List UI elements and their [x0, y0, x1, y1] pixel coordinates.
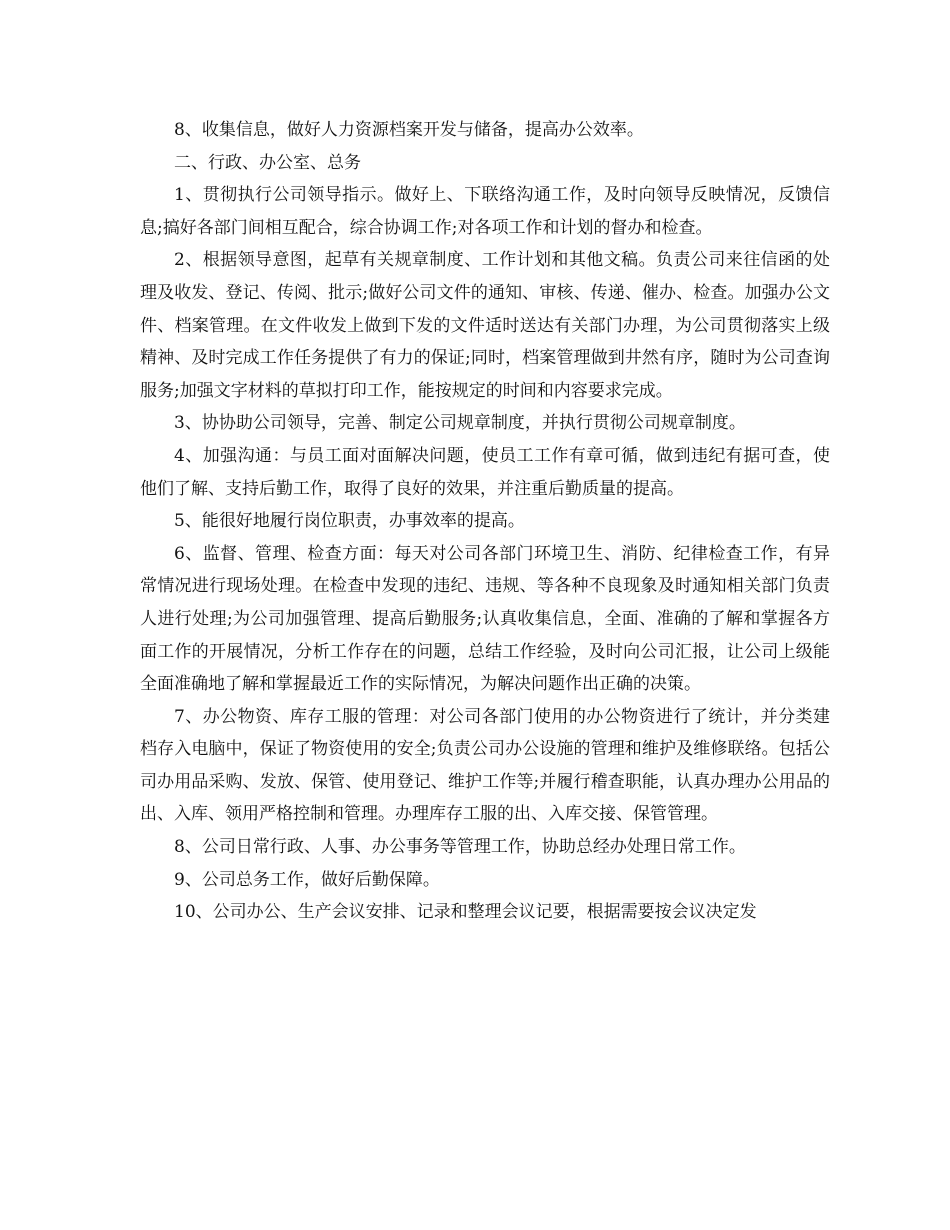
paragraph-item-10: 10、公司办公、生产会议安排、记录和整理会议记要，根据需要按会议决定发 [174, 902, 757, 923]
paragraph-item-9: 9、公司总务工作，做好后勤保障。 [174, 869, 440, 890]
paragraph-item-5: 5、能很好地履行岗位职责，办事效率的提高。 [174, 511, 525, 532]
paragraph-item-8-info: 8、收集信息，做好人力资源档案开发与储备，提高办公效率。 [174, 120, 644, 140]
paragraph-item-7: 7、办公物资、库存工服的管理：对公司各部门使用的办公物资进行了统计，并分类建档存入电脑中，保证了物资使用的安全;负责公司办公设施的管理和维护及维修联络。包括公司办用品采购、发放、保管、使用登记、维护工作等;并履行稽查职能，认真办理办公用品的出、入库、领用严格控制和管理。办理库存工服的出、入库交接、保管管理。 [140, 706, 830, 825]
paragraph-item-1: 1、贯彻执行公司领导指示。做好上、下联络沟通工作，及时向领导反映情况，反馈信息;搞好各部门间相互配合，综合协调工作;对各项工作和计划的督办和检查。 [140, 185, 830, 238]
paragraph-item-3: 3、协协助公司领导，完善、制定公司规章制度，并执行贯彻公司规章制度。 [174, 413, 746, 434]
paragraph-item-4: 4、加强沟通：与员工面对面解决问题，使员工工作有章可循，做到违纪有据可查，使他们了解、支持后勤工作，取得了良好的效果，并注重后勤质量的提高。 [140, 445, 830, 499]
paragraph-item-8: 8、公司日常行政、人事、办公事务等管理工作，协助总经办处理日常工作。 [174, 837, 746, 858]
section-heading-admin: 二、行政、办公室、总务 [174, 152, 361, 173]
paragraph-item-2: 2、根据领导意图，起草有关规章制度、工作计划和其他文稿。负责公司来往信函的处理及收发、登记、传阅、批示;做好公司文件的通知、审核、传递、催办、检查。加强办公文件、档案管理。在文件收发上做到下发的文件适时送达有关部门办理，为公司贯彻落实上级精神、及时完成工作任务提供了有力的保证;同时，档案管理做到井然有序，随时为公司查询服务;加强文字材料的草拟打印工作，能按规定的时间和内容要求完成。 [140, 250, 830, 401]
document-page [140, 114, 830, 929]
paragraph-item-6: 6、监督、管理、检查方面：每天对公司各部门环境卫生、消防、纪律检查工作，有异常情况进行现场处理。在检查中发现的违纪、违规、等各种不良现象及时通知相关部门负责人进行处理;为公司加强管理、提高后勤服务;认真收集信息，全面、准确的了解和掌握各方面工作的开展情况，分析工作存在的问题，总结工作经验，及时向公司汇报，让公司上级能全面准确地了解和掌握最近工作的实际情况，为解决问题作出正确的决策。 [140, 543, 830, 695]
